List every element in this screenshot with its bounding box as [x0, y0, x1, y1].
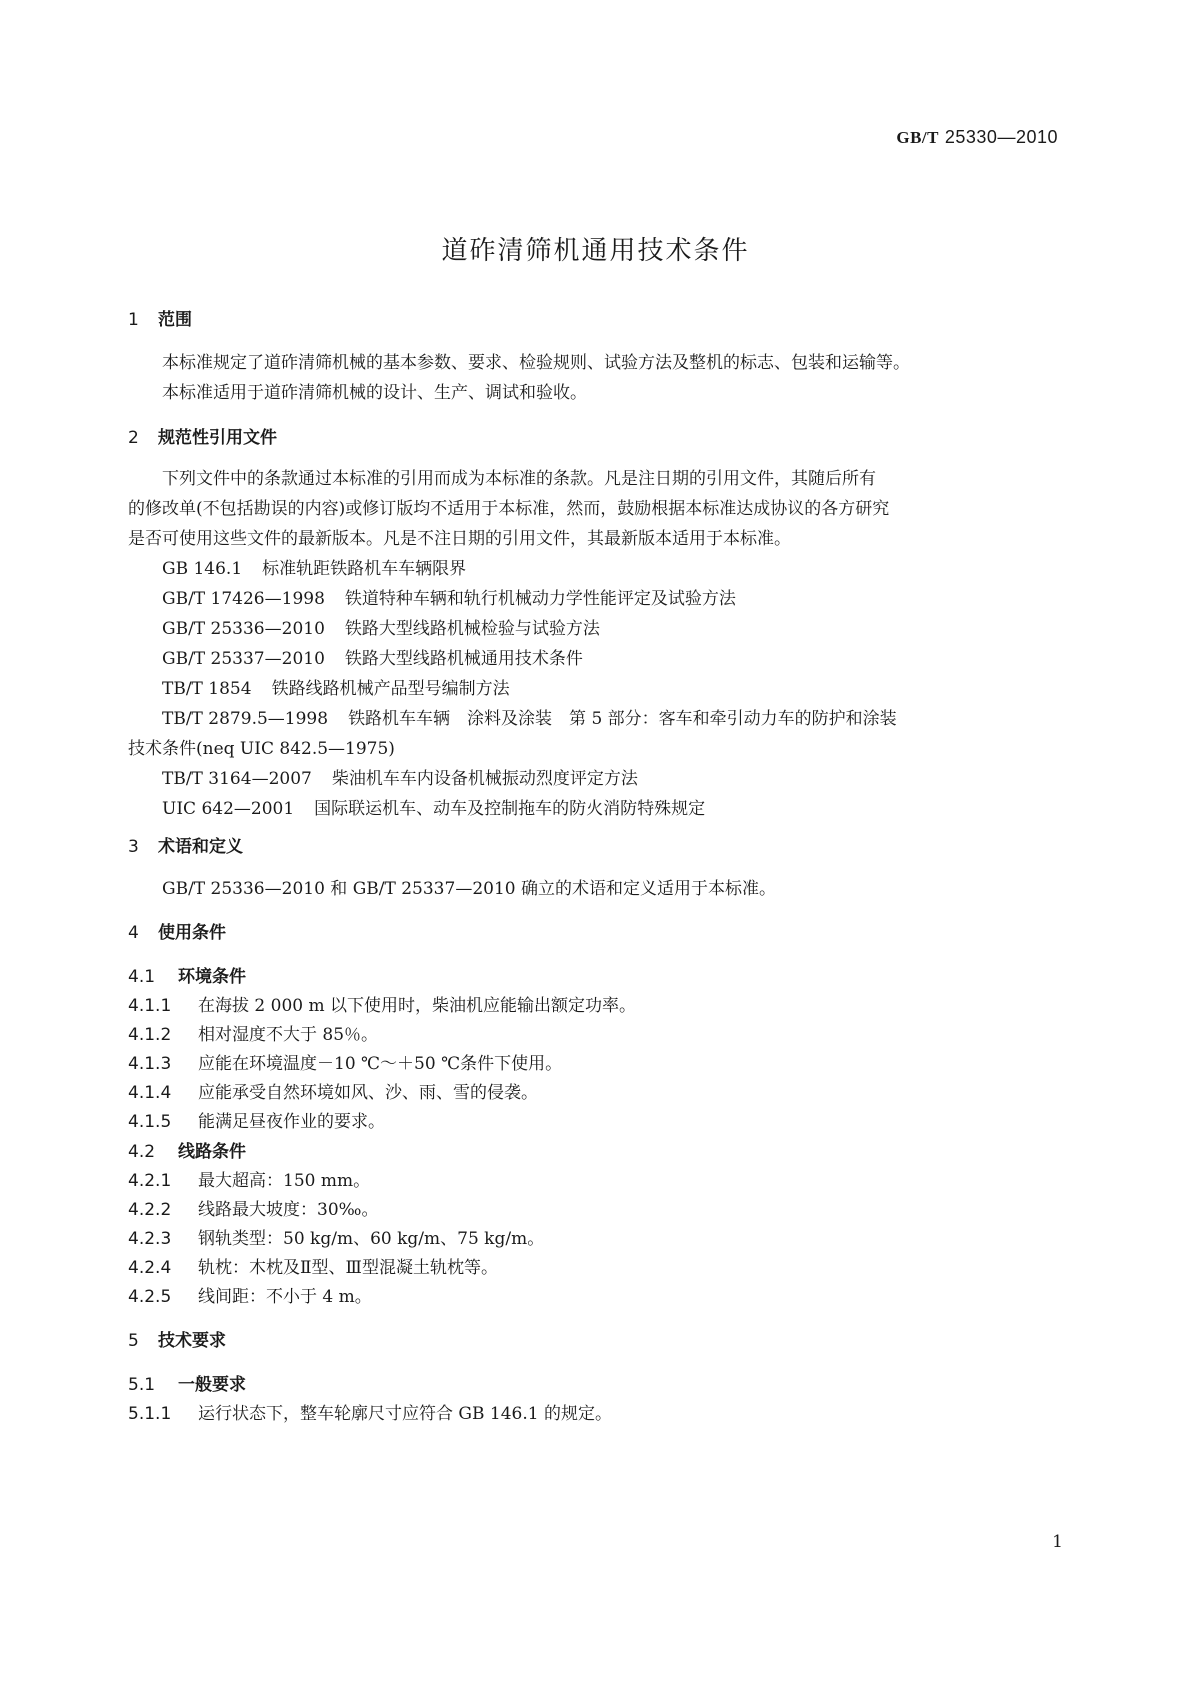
- reference-title: 铁路线路机械产品型号编制方法: [271, 679, 510, 699]
- reference-item: [162, 644, 583, 669]
- clause-text: 轨枕：木枕及Ⅱ型、Ⅲ型混凝土轨枕等。: [198, 1258, 498, 1278]
- reference-code: TB/T 3164—2007: [162, 769, 312, 789]
- section-number: 2: [128, 428, 139, 448]
- normative-intro-line-1: 下列文件中的条款通过本标准的引用而成为本标准的条款。凡是注日期的引用文件，其随后所有: [162, 469, 876, 489]
- section-title: 规范性引用文件: [158, 428, 277, 448]
- document-title: 道砟清筛机通用技术条件: [441, 236, 750, 266]
- section-title: 范围: [158, 310, 192, 330]
- clause-text: 线间距：不小于 4 m。: [198, 1287, 372, 1307]
- reference-code: TB/T 1854: [162, 679, 252, 699]
- clause-number: 4.2.2: [128, 1200, 172, 1220]
- reference-code: GB 146.1: [162, 559, 243, 579]
- reference-item: [162, 674, 510, 699]
- section-2-heading: [128, 423, 277, 448]
- clause-number: 4.1.4: [128, 1083, 172, 1103]
- reference-code: TB/T 2879.5—1998: [162, 709, 329, 729]
- clause-number: 5.1.1: [128, 1404, 172, 1424]
- reference-continuation: 技术条件(neq UIC 842.5—1975): [128, 739, 395, 759]
- subsection-4-1-heading: [128, 962, 246, 987]
- terms-paragraph: GB/T 25336—2010 和 GB/T 25337—2010 确立的术语和定义适用于本标准。: [162, 879, 776, 899]
- reference-item: [162, 554, 466, 579]
- clause-number: 4.2.4: [128, 1258, 172, 1278]
- normative-intro-line-3: 是否可使用这些文件的最新版本。凡是不注日期的引用文件，其最新版本适用于本标准。: [128, 529, 791, 549]
- standard-code: [896, 127, 1058, 148]
- clause-number: 4.2.5: [128, 1287, 172, 1307]
- section-4-heading: [128, 918, 226, 943]
- clause-text: 应能承受自然环境如风、沙、雨、雪的侵袭。: [198, 1083, 538, 1103]
- reference-item: [162, 704, 897, 729]
- reference-title: 铁道特种车辆和轨行机械动力学性能评定及试验方法: [344, 589, 736, 609]
- section-number: 5: [128, 1331, 139, 1351]
- reference-item: [162, 614, 600, 639]
- reference-code: GB/T 25337—2010: [162, 649, 325, 669]
- section-number: 3: [128, 837, 139, 857]
- clause-number: 4.1.1: [128, 996, 172, 1016]
- subsection-5-1-heading: [128, 1370, 246, 1395]
- section-title: 使用条件: [158, 923, 226, 943]
- reference-code: UIC 642—2001: [162, 799, 295, 819]
- section-3-heading: [128, 832, 243, 857]
- reference-title: 铁路大型线路机械通用技术条件: [344, 649, 583, 669]
- clause-item: [128, 1224, 544, 1249]
- standard-code-prefix: GB/T: [896, 128, 939, 147]
- subsection-title: 线路条件: [178, 1142, 246, 1162]
- reference-title: 柴油机车车内设备机械振动烈度评定方法: [331, 769, 638, 789]
- clause-text: 在海拔 2 000 m 以下使用时，柴油机应能输出额定功率。: [198, 996, 636, 1016]
- clause-text: 最大超高：150 mm。: [198, 1171, 371, 1191]
- reference-title: 国际联运机车、动车及控制拖车的防火消防特殊规定: [314, 799, 706, 819]
- reference-code: GB/T 17426—1998: [162, 589, 325, 609]
- reference-title: 铁路大型线路机械检验与试验方法: [344, 619, 600, 639]
- reference-item: [162, 584, 736, 609]
- normative-intro-line-2: 的修改单(不包括勘误的内容)或修订版均不适用于本标准，然而，鼓励根据本标准达成协议的各方研究: [128, 499, 890, 519]
- scope-paragraph-2: 本标准适用于道砟清筛机械的设计、生产、调试和验收。: [162, 383, 587, 403]
- subsection-title: 环境条件: [178, 967, 246, 987]
- clause-item: [128, 1049, 562, 1074]
- section-title: 技术要求: [158, 1331, 226, 1351]
- clause-item: [128, 1253, 498, 1278]
- clause-item: [128, 1195, 378, 1220]
- reference-title: 铁路机车车辆 涂料及涂装 第 5 部分：客车和牵引动力车的防护和涂装: [348, 709, 897, 729]
- reference-code: GB/T 25336—2010: [162, 619, 325, 639]
- clause-number: 4.1.3: [128, 1054, 172, 1074]
- clause-item: [128, 1166, 370, 1191]
- clause-text: 钢轨类型：50 kg/m、60 kg/m、75 kg/m。: [198, 1229, 545, 1249]
- reference-item: [162, 764, 638, 789]
- clause-item: [128, 1399, 612, 1424]
- clause-item: [128, 1107, 385, 1132]
- clause-text: 相对湿度不大于 85％。: [198, 1025, 379, 1045]
- subsection-title: 一般要求: [178, 1375, 246, 1395]
- subsection-number: 4.1: [128, 967, 156, 987]
- standard-code-number: 25330—2010: [944, 127, 1058, 147]
- clause-text: 运行状态下，整车轮廓尺寸应符合 GB 146.1 的规定。: [198, 1404, 612, 1424]
- clause-number: 4.2.3: [128, 1229, 172, 1249]
- clause-number: 4.1.2: [128, 1025, 172, 1045]
- subsection-number: 4.2: [128, 1142, 156, 1162]
- clause-number: 4.1.5: [128, 1112, 172, 1132]
- clause-text: 线路最大坡度：30‰。: [198, 1200, 379, 1220]
- clause-text: 应能在环境温度－10 ℃～＋50 ℃条件下使用。: [198, 1054, 563, 1074]
- section-number: 4: [128, 923, 139, 943]
- clause-item: [128, 1020, 378, 1045]
- scope-paragraph-1: 本标准规定了道砟清筛机械的基本参数、要求、检验规则、试验方法及整机的标志、包装和运输等。: [162, 353, 910, 373]
- clause-text: 能满足昼夜作业的要求。: [198, 1112, 385, 1132]
- section-title: 术语和定义: [158, 837, 243, 857]
- subsection-4-2-heading: [128, 1137, 246, 1162]
- clause-item: [128, 991, 636, 1016]
- section-5-heading: [128, 1326, 226, 1351]
- clause-number: 4.2.1: [128, 1171, 172, 1191]
- section-number: 1: [128, 310, 139, 330]
- reference-title: 标准轨距铁路机车车辆限界: [262, 559, 467, 579]
- subsection-number: 5.1: [128, 1375, 156, 1395]
- page-number: 1: [1052, 1532, 1063, 1552]
- clause-item: [128, 1078, 538, 1103]
- clause-item: [128, 1282, 372, 1307]
- reference-item: [162, 794, 705, 819]
- section-1-heading: [128, 305, 192, 330]
